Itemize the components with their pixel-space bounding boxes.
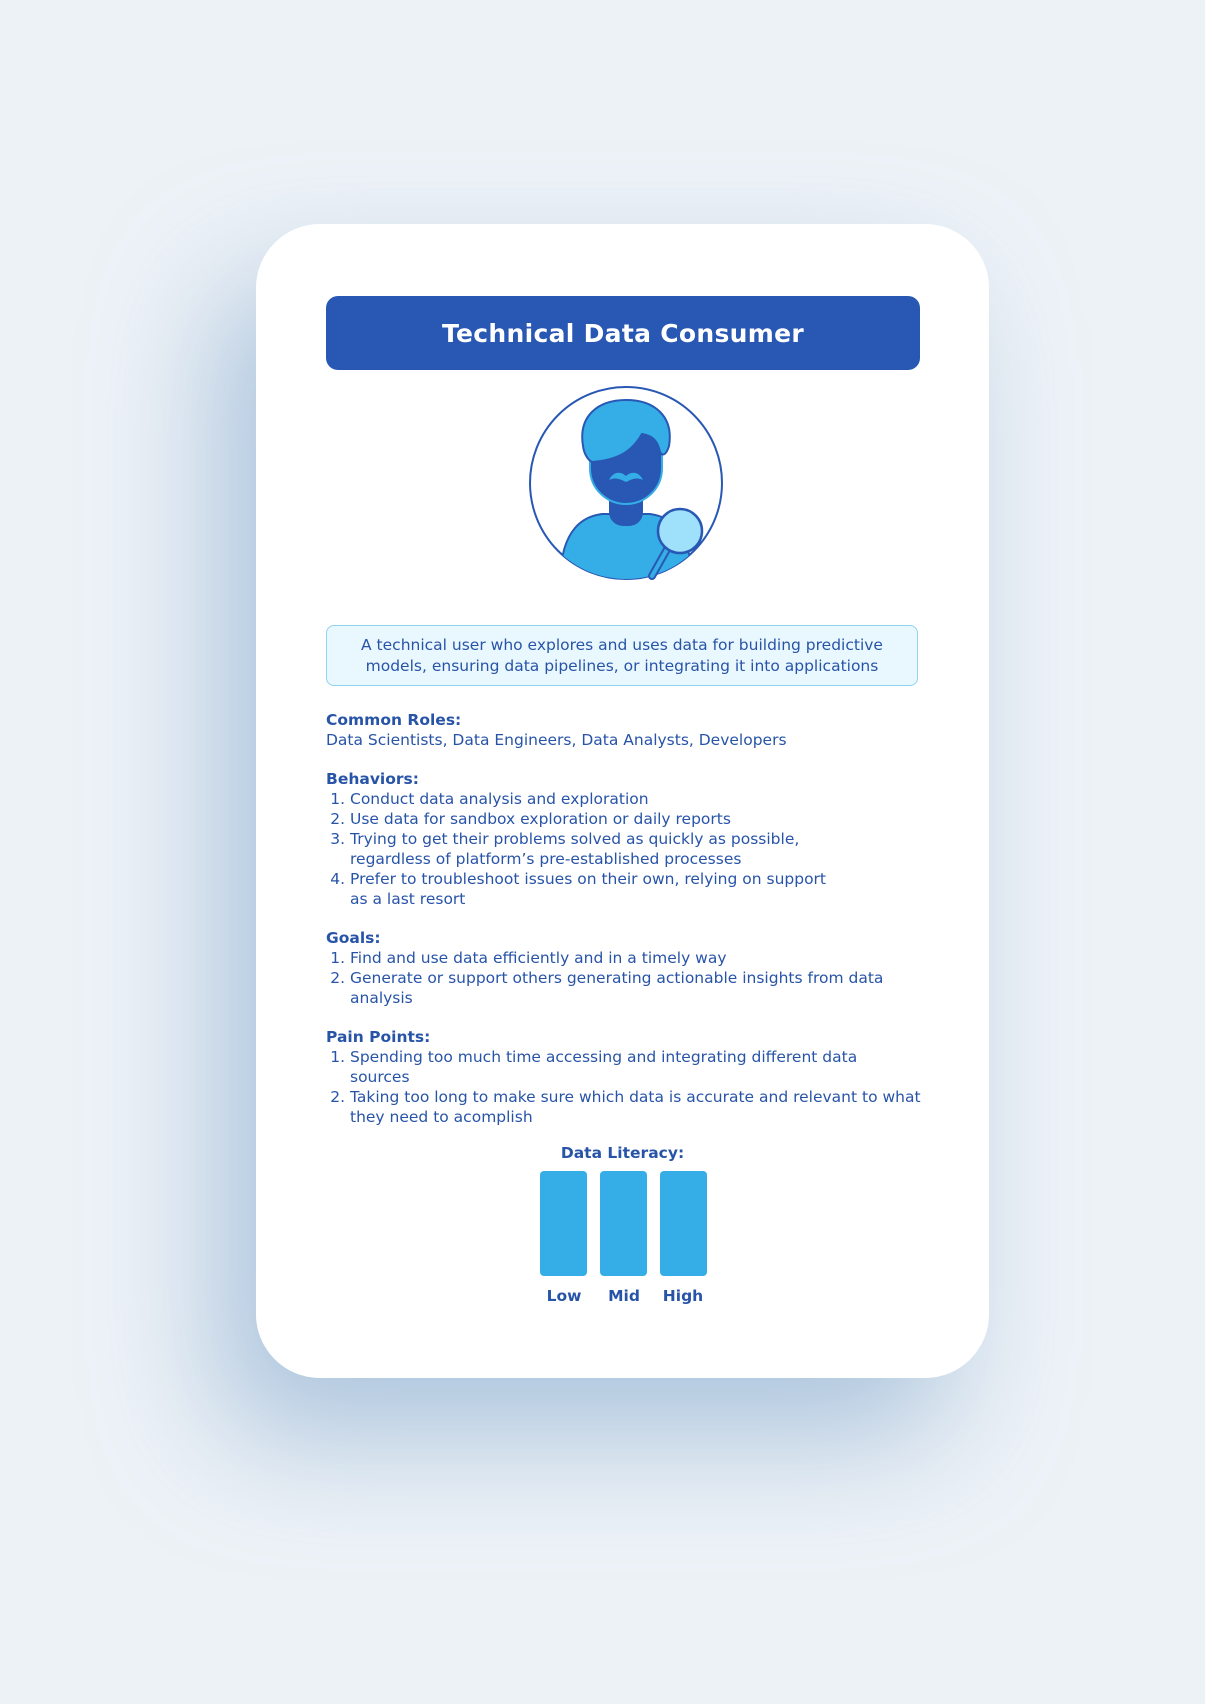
literacy-bar-high — [660, 1171, 707, 1276]
behaviors-section — [326, 769, 926, 909]
common-roles-section — [326, 710, 926, 750]
literacy-label-low: Low — [546, 1287, 582, 1305]
persona-card — [256, 224, 989, 1378]
pain-points-list — [326, 1047, 926, 1127]
literacy-label-high: High — [662, 1287, 704, 1305]
list-item: 2. Use data for sandbox exploration or daily reports — [350, 809, 830, 829]
common-roles-heading: Common Roles: — [326, 711, 462, 729]
behaviors-heading: Behaviors: — [326, 770, 419, 788]
pain-points-heading: Pain Points: — [326, 1028, 431, 1046]
list-item: 2. Taking too long to make sure which data is accurate and relevant to what they need to acomplish — [350, 1087, 930, 1127]
persona-summary: A technical user who explores and uses data for building predictive models, ensuring data pipelines, or integrating it into applications — [326, 625, 918, 686]
goals-list — [326, 948, 926, 1008]
literacy-bar-low — [540, 1171, 587, 1276]
common-roles-text: Data Scientists, Data Engineers, Data Analysts, Developers — [326, 731, 787, 749]
list-item: 1. Spending too much time accessing and integrating different data sources — [350, 1047, 910, 1087]
technical-user-with-magnifier-icon — [526, 386, 726, 606]
goals-section — [326, 928, 926, 1008]
persona-title: Technical Data Consumer — [326, 296, 920, 370]
list-item: 3. Trying to get their problems solved as quickly as possible, regardless of platform’s pre-established processes — [350, 829, 820, 869]
pain-points-section — [326, 1027, 926, 1127]
data-literacy-meter — [540, 1171, 710, 1279]
behaviors-list — [326, 789, 926, 909]
literacy-label-mid: Mid — [608, 1287, 640, 1305]
list-item: 2. Generate or support others generating actionable insights from data analysis — [350, 968, 920, 1008]
literacy-bar-mid — [600, 1171, 647, 1276]
list-item: 4. Prefer to troubleshoot issues on their own, relying on support as a last resort — [350, 869, 840, 909]
list-item: 1. Find and use data efficiently and in a timely way — [350, 948, 920, 968]
list-item: 1. Conduct data analysis and exploration — [350, 789, 830, 809]
data-literacy-heading: Data Literacy: — [560, 1144, 685, 1162]
goals-heading: Goals: — [326, 929, 381, 947]
